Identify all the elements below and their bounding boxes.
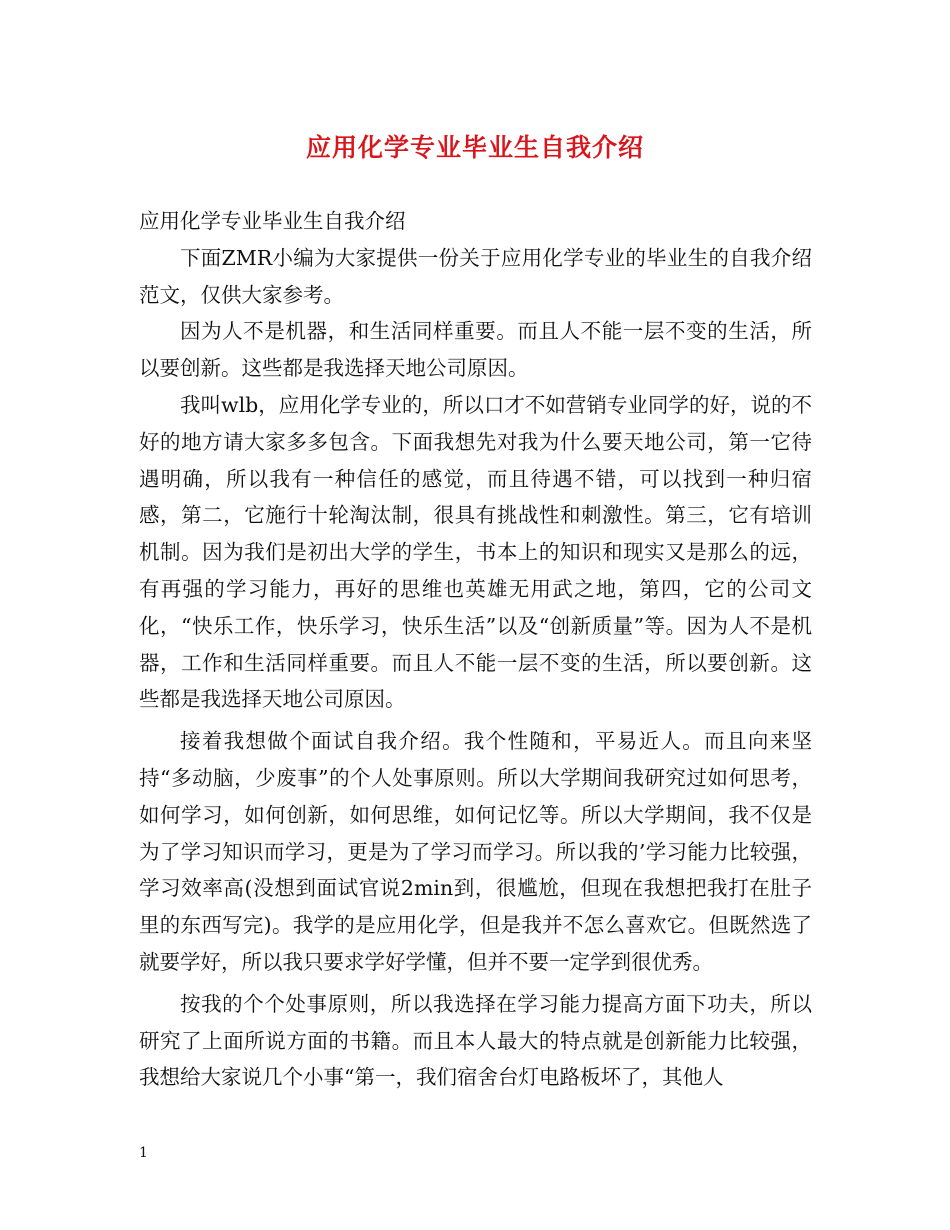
- paragraph-self-intro: 接着我想做个面试自我介绍。我个性随和，平易近人。而且向来坚持“多动脑，少废事”的个人处事原则。所以大学期间我研究过如何思考，如何学习，如何创新，如何思维，如何记忆等。所以大学期间，我不仅是为了学习知识而学习，更是为了学习而学习。所以我的’学习能力比较强，学习效率高(没想到面试官说2min到，很尴尬，但现在我想把我打在肚子里的东西写完)。我学的是应用化学，但是我并不怎么喜欢它。但既然选了就要学好，所以我只要求学好学懂，但并不要一定学到很优秀。: [139, 729, 812, 974]
- document-title: 应用化学专业毕业生自我介绍: [305, 133, 644, 162]
- paragraph-intro: 下面ZMR小编为大家提供一份关于应用化学专业的毕业生的自我介绍范文，仅供大家参考。: [139, 245, 812, 307]
- paragraph-reason: 因为人不是机器，和生活同样重要。而且人不能一层不变的生活，所以要创新。这些都是我选择天地公司原因。: [139, 319, 812, 381]
- page-number: 1: [139, 1145, 148, 1161]
- paragraph-company: 我叫wlb，应用化学专业的，所以口才不如营销专业同学的好，说的不好的地方请大家多多包含。下面我想先对我为什么要天地公司，第一它待遇明确，所以我有一种信任的感觉，而且待遇不错，可以找到一种归宿感，第二，它施行十轮淘汰制，很具有挑战性和刺激性。第三，它有培训机制。因为我们是初出大学的学生，书本上的知识和现实又是那么的远，有再强的学习能力，再好的思维也英雄无用武之地，第四，它的公司文化，“快乐工作，快乐学习，快乐生活”以及“创新质量”等。因为人不是机器，工作和生活同样重要。而且人不能一层不变的生活，所以要创新。这些都是我选择天地公司原因。: [139, 392, 812, 712]
- body-heading: 应用化学专业毕业生自我介绍: [139, 209, 406, 233]
- document-body: [139, 203, 812, 1096]
- paragraph-principle: 按我的个个处事原则，所以我选择在学习能力提高方面下功夫，所以研究了上面所说方面的书籍。而且本人最大的特点就是创新能力比较强，我想给大家说几个小事“第一，我们宿舍台灯电路板坏了，其他人: [139, 991, 812, 1090]
